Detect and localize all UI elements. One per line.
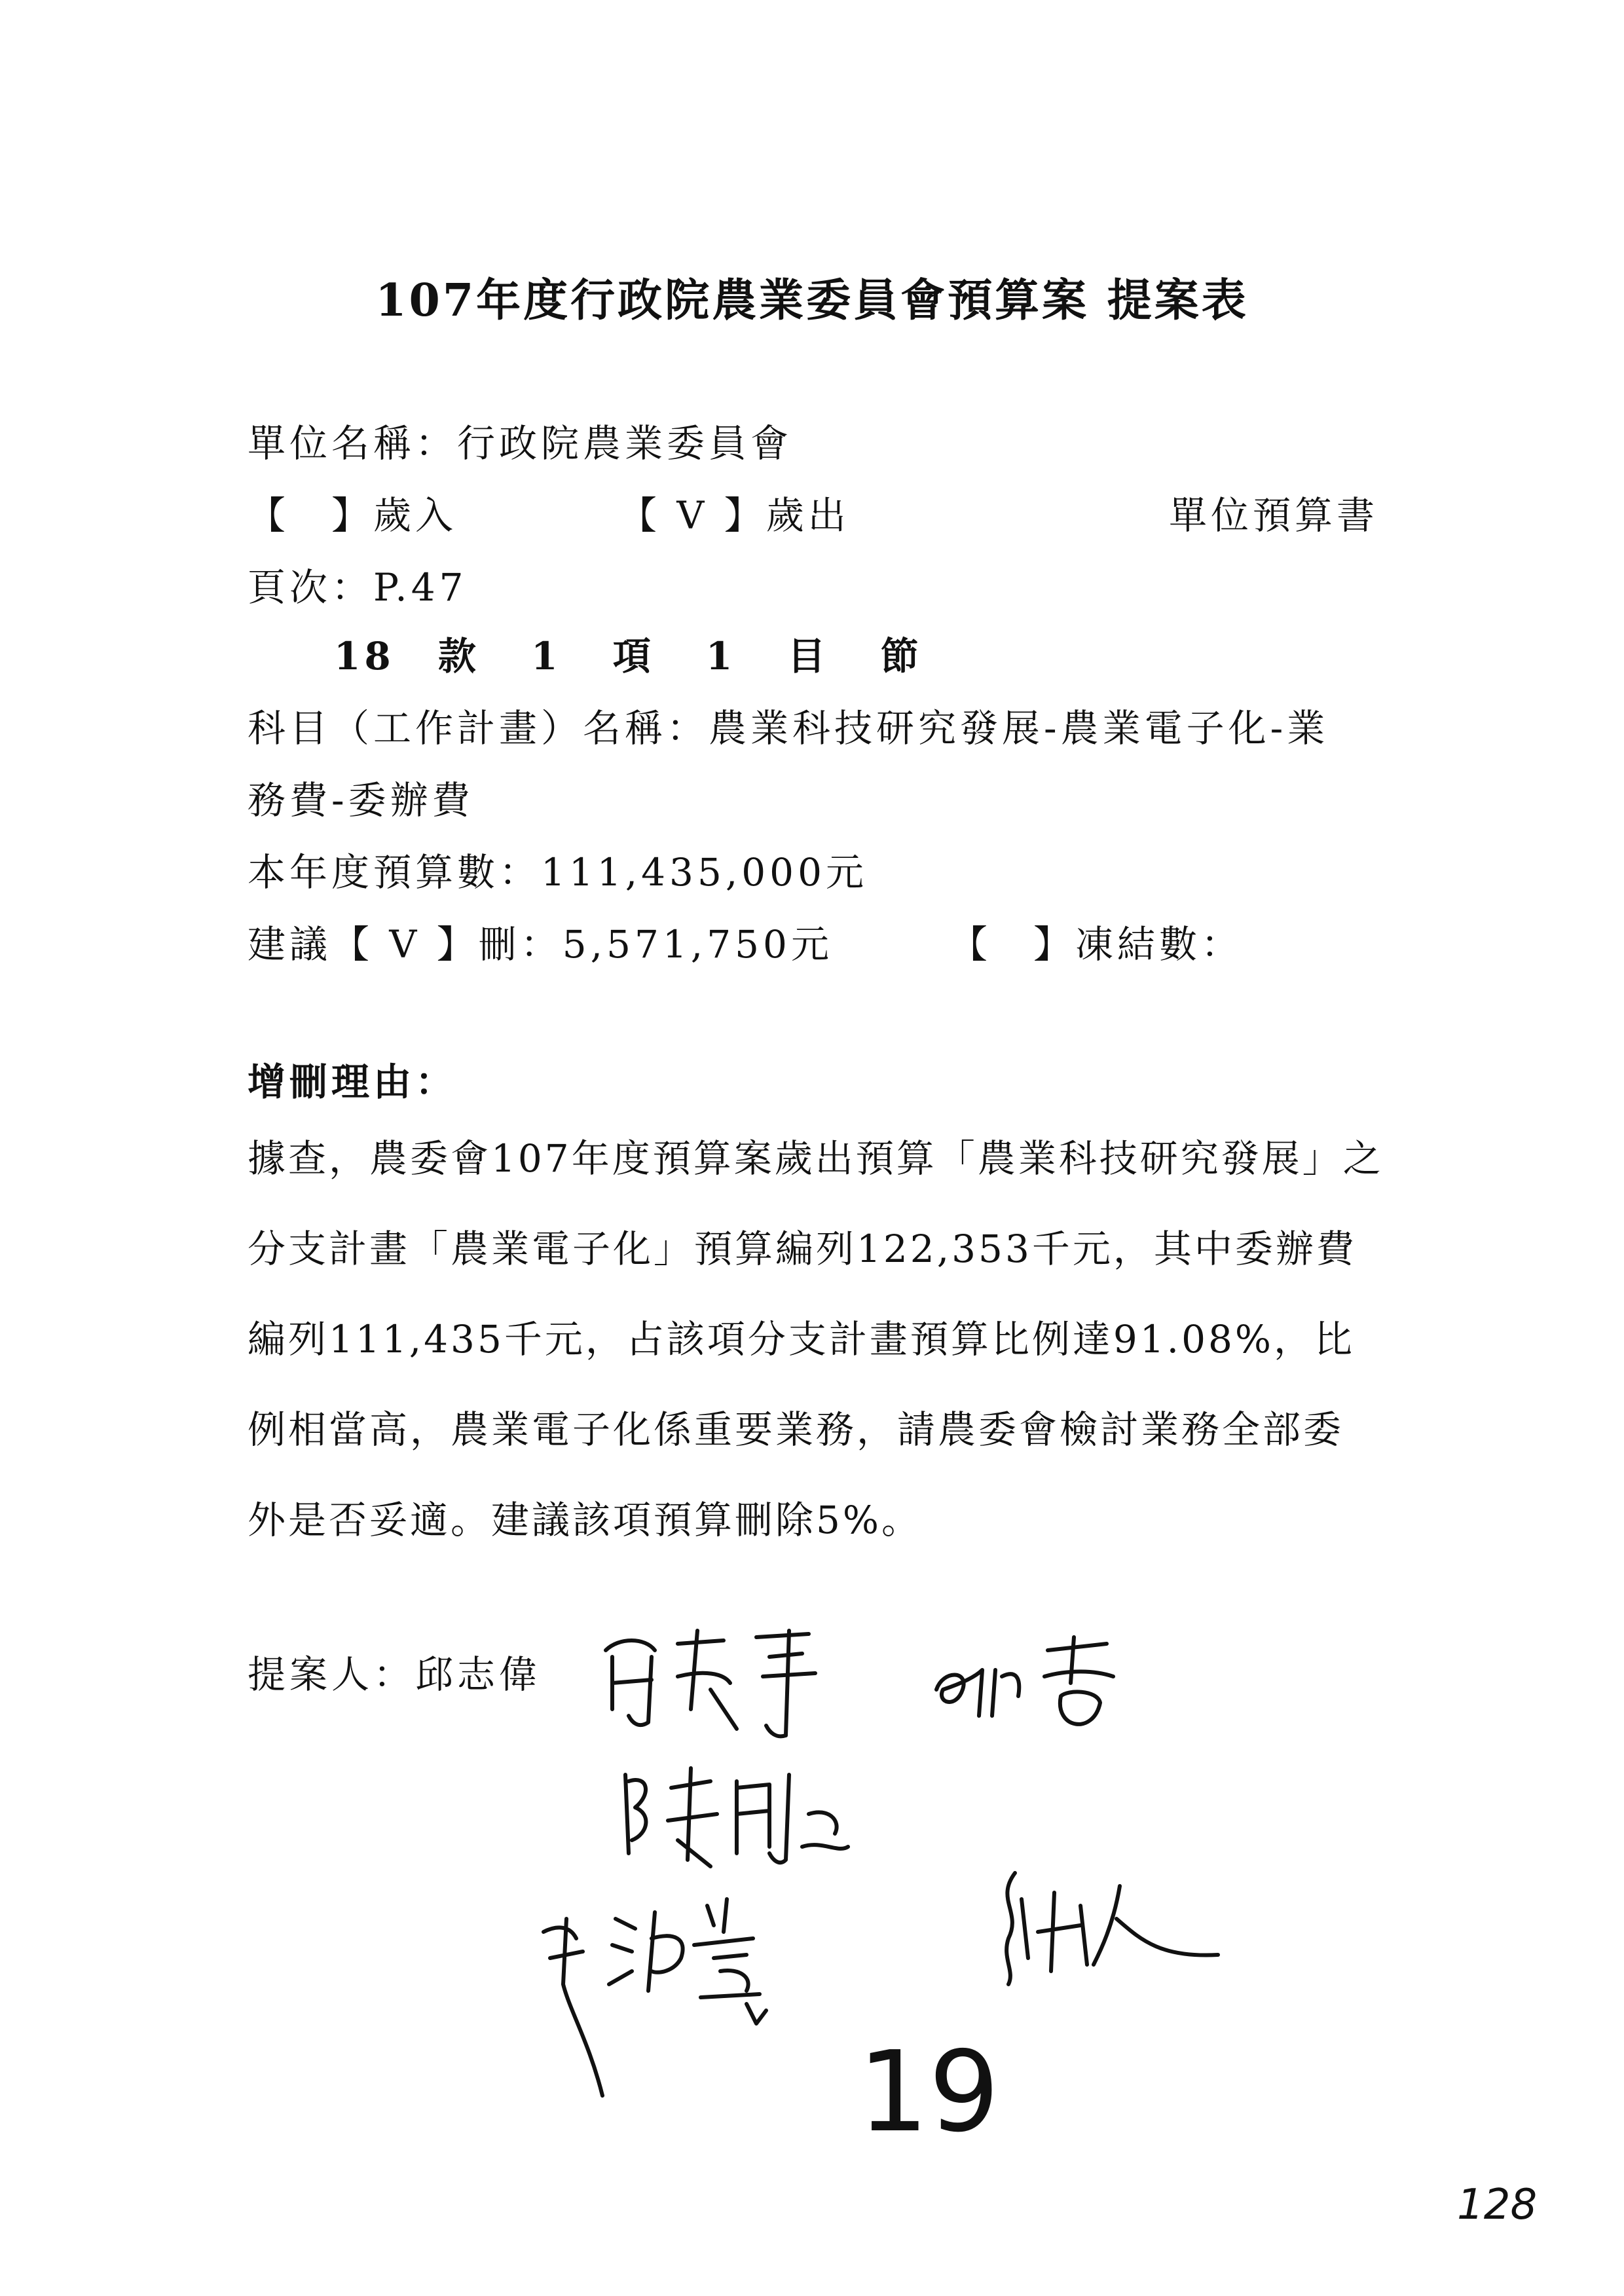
section-label-kuan: 款 [437, 634, 480, 678]
co-signer-signature-3 [612, 1742, 861, 1876]
cut-suggestion: 建議【 V 】刪：5,571,750元 [248, 922, 833, 967]
page-reference: 頁次：P.47 [248, 565, 468, 610]
co-signer-signature-5 [530, 1879, 805, 2105]
revenue-option: 【 】歲入 [248, 493, 458, 538]
co-signer-signature-2 [930, 1631, 1139, 1751]
section-number-kuan: 18 [334, 634, 395, 678]
subject-line-1: 科目（工作計畫）名稱：農業科技研究發展-農業電子化-業 [248, 706, 1329, 750]
co-signer-signature-4 [982, 1860, 1231, 1993]
unit-row [248, 413, 792, 468]
page-number: 128 [1457, 2181, 1538, 2229]
freeze-suggestion: 【 】凍結數： [950, 922, 1244, 967]
proposer-label: 提案人： [248, 1652, 416, 1697]
budget-amount: 本年度預算數：111,435,000元 [248, 850, 868, 895]
section-number-xiang: 1 [531, 634, 562, 678]
proposer-name: 邱志偉 [415, 1652, 542, 1697]
proposer-row [248, 1644, 541, 1699]
unit-value: 行政院農業委員會 [457, 421, 793, 466]
reason-text: 據查，農委會107年度預算案歲出預算「農業科技研究發展」之分支計畫「農業電子化」預算編列122,353千元，其中委辦費編列111,435千元，占該項分支計畫預算比例達91.08%，比例相當高，農業電子化係重要業務，請農委會檢討業務全部委外是否妥適。建議該項預算刪除5%。 [248, 1136, 1384, 1542]
section-number-mu: 1 [705, 634, 737, 678]
page-title: 107年度行政院農業委員會預算案 提案表 [375, 274, 1249, 327]
budget-book-label: 單位預算書 [1169, 493, 1379, 538]
section-label-mu: 目 [787, 634, 830, 678]
section-row [334, 625, 923, 680]
co-signer-signature-1 [593, 1611, 841, 1745]
handwritten-number: 19 [858, 2028, 1000, 2157]
expenditure-option: 【 V 】歲出 [619, 493, 850, 538]
unit-label: 單位名稱： [248, 421, 458, 466]
subject-line-2: 務費-委辦費 [248, 778, 474, 823]
reason-heading: 增刪理由： [248, 1060, 458, 1104]
section-label-xiang: 項 [612, 634, 655, 678]
section-label-jie: 節 [880, 634, 923, 678]
